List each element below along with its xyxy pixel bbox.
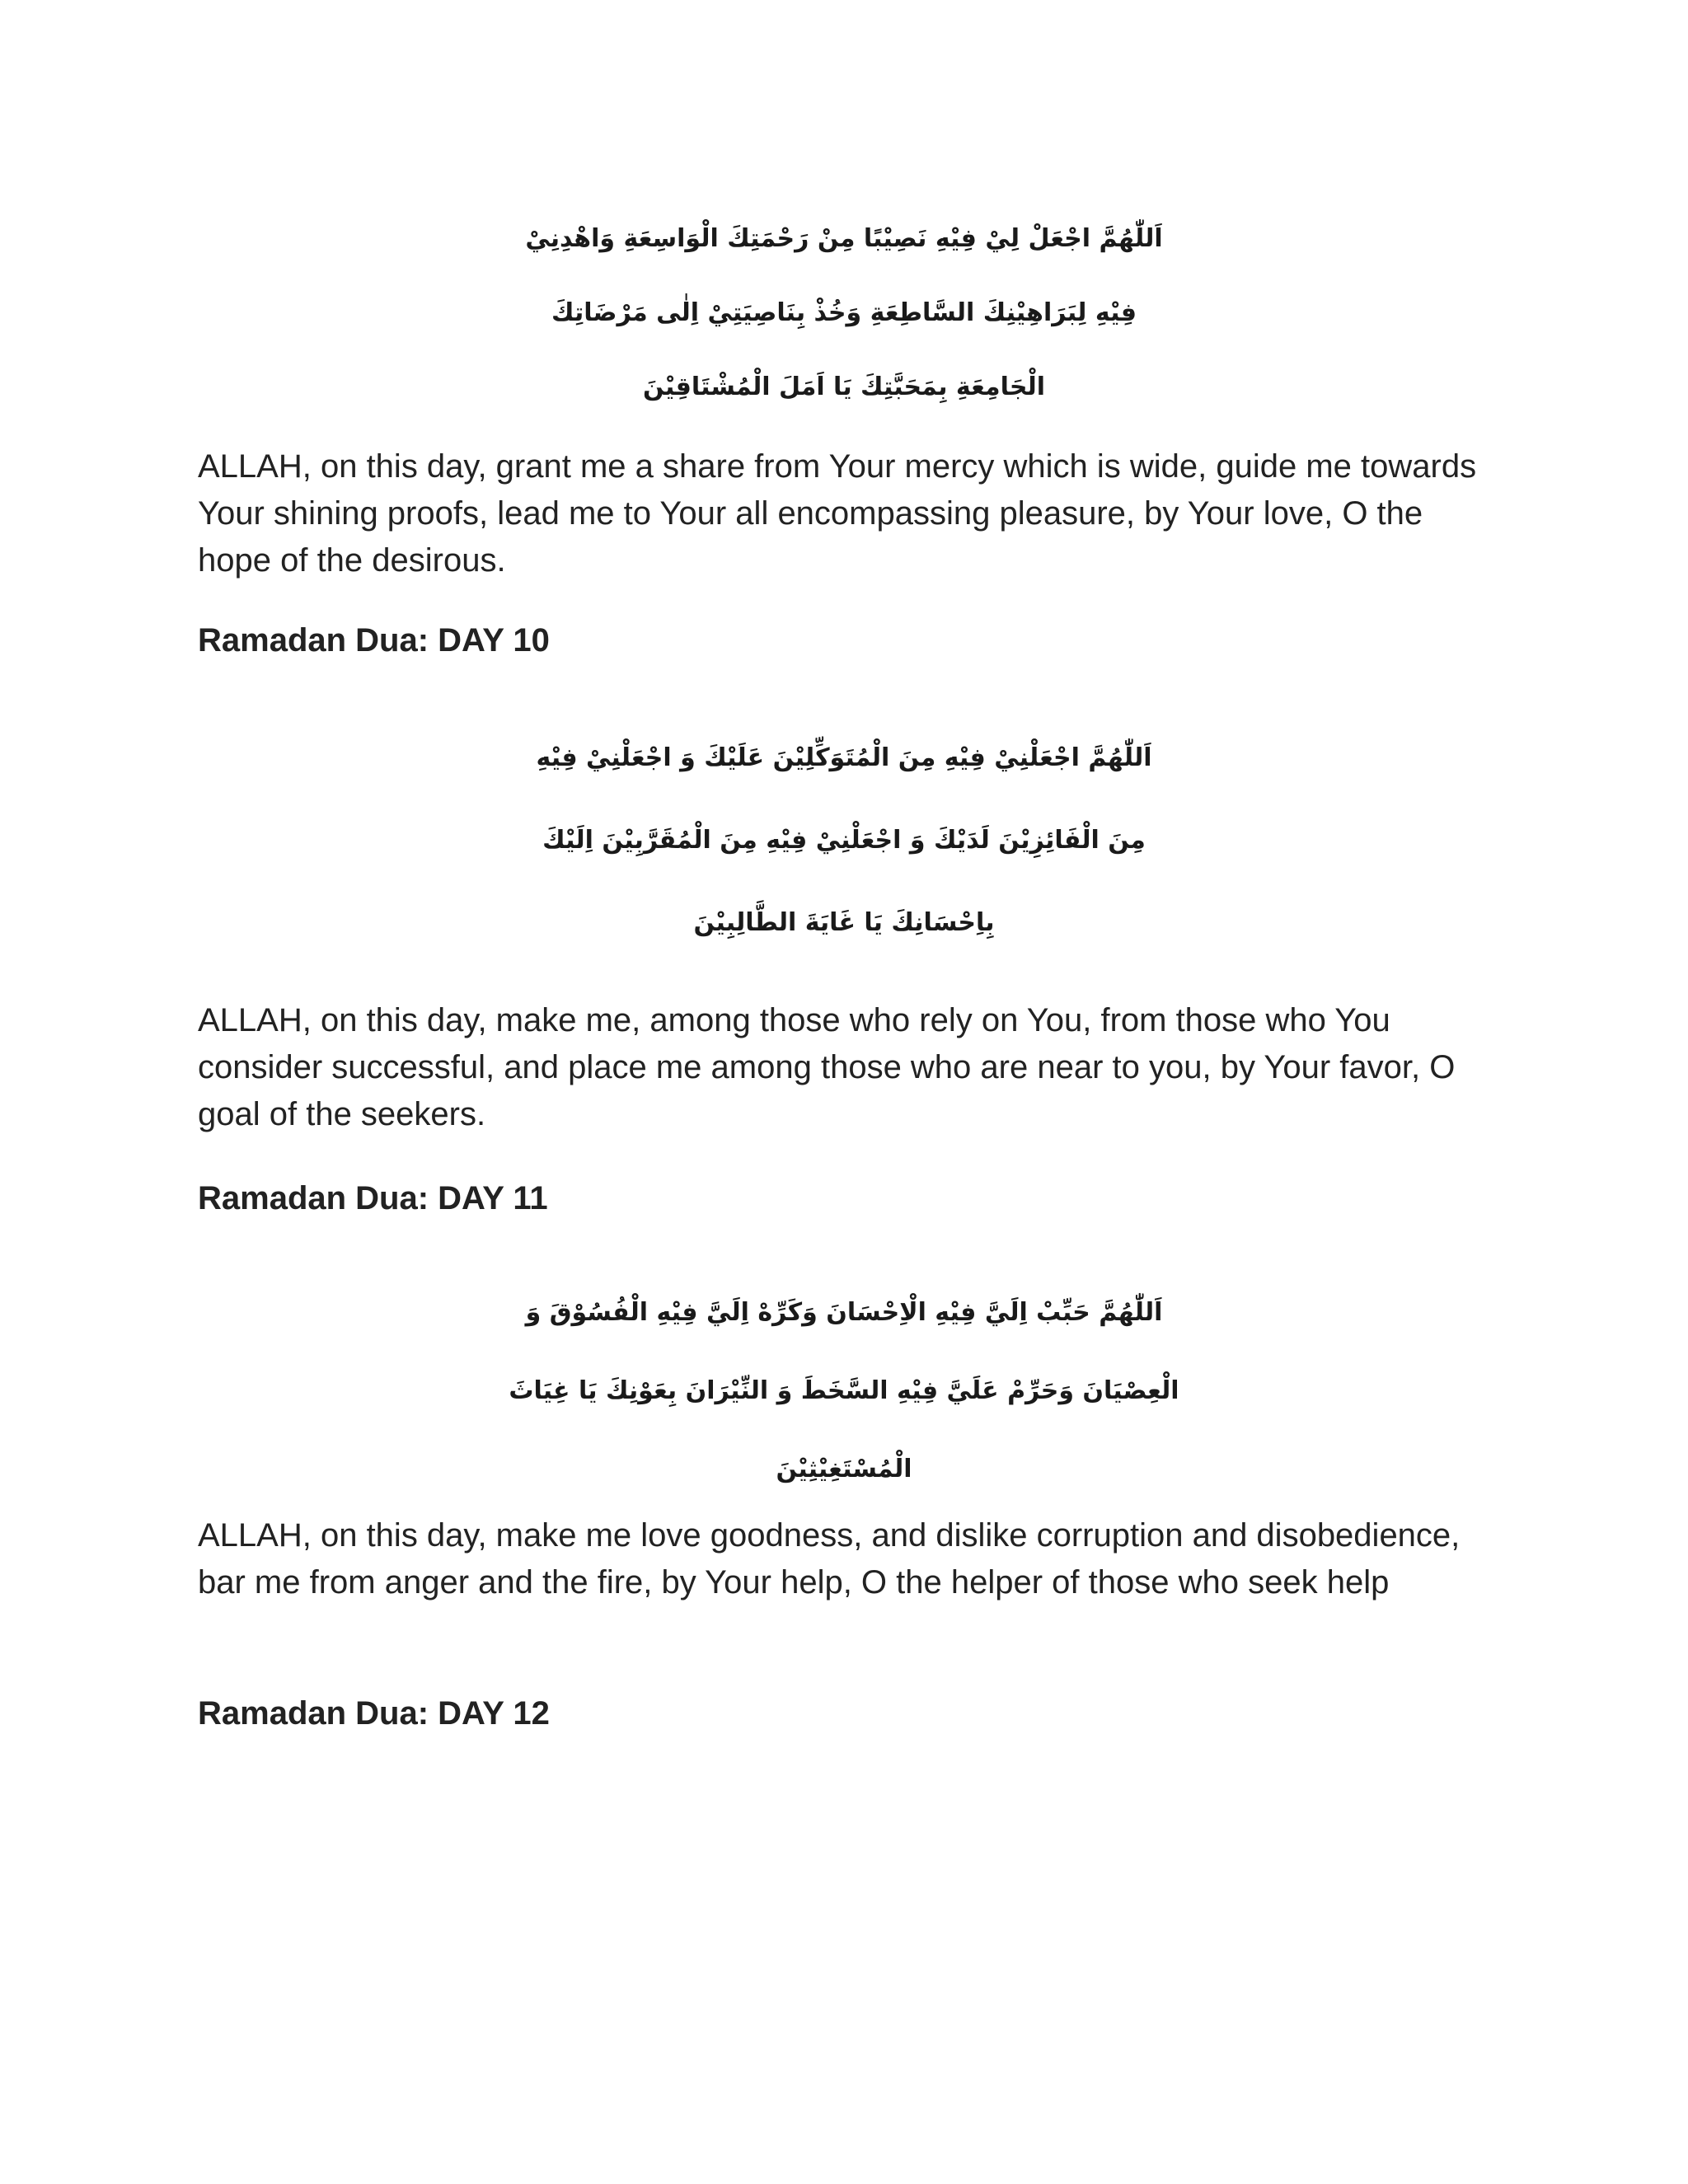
arabic-dua-image [0,202,1688,424]
dua-translation: ALLAH, on this day, make me love goodness, and dislike corruption and disobedience, bar me from anger and the fire, by Your help, O the helper of those who seek help [198,1517,1461,1601]
arabic-dua-line: اَللّٰهُمَّ اجْعَلْ لِيْ فِيْهِ نَصِيْبًا مِنْ رَحْمَتِكَ الْوَاسِعَةِ وَاهْدِنِيْ [525,224,1163,253]
dua-translation: ALLAH, on this day, make me, among those who rely on You, from those who You consider successful, and place me among those who are near to you, by Your favor, O goal of the seekers. [198,1002,1456,1132]
section-heading: Ramadan Dua: DAY 12 [198,1695,550,1732]
arabic-dua-line: الْعِصْيَانَ وَحَرِّمْ عَلَيَّ فِيْهِ السَّخَطَ وَ النِّيْرَانَ بِعَوْنِكَ يَا غِيَاثَ [509,1376,1179,1405]
dua-translation: ALLAH, on this day, grant me a share from Your mercy which is wide, guide me towards Your shining proofs, lead me to Your all encompassing pleasure, by Your love, O the hope of the desirous. [198,448,1477,579]
section-heading: Ramadan Dua: DAY 11 [198,1180,548,1216]
arabic-dua-image [0,1273,1688,1508]
arabic-dua-line: الْمُسْتَغِيْثِيْنَ [776,1455,912,1483]
arabic-dua-image [0,717,1688,964]
arabic-dua-line: اَللّٰهُمَّ اجْعَلْنِيْ فِيْهِ مِنَ الْمُتَوَكِّلِيْنَ عَلَيْكَ وَ اجْعَلْنِيْ فِيْهِ [536,743,1152,772]
arabic-dua-line: اَللّٰهُمَّ حَبِّبْ اِلَيَّ فِيْهِ الْاِحْسَانَ وَكَرِّهْ اِلَيَّ فِيْهِ الْفُسُوْقَ وَ [525,1298,1163,1327]
section-heading: Ramadan Dua: DAY 10 [198,622,550,658]
arabic-dua-line: فِيْهِ لِبَرَاهِيْنِكَ السَّاطِعَةِ وَخُذْ بِنَاصِيَتِيْ اِلٰى مَرْضَاتِكَ [551,298,1137,327]
arabic-dua-line: بِاِحْسَانِكَ يَا غَايَةَ الطَّالِبِيْنَ [693,908,995,937]
arabic-dua-line: الْجَامِعَةِ بِمَحَبَّتِكَ يَا اَمَلَ الْمُشْتَاقِيْنَ [642,373,1046,401]
arabic-dua-line: مِنَ الْفَائِزِيْنَ لَدَيْكَ وَ اجْعَلْنِيْ فِيْهِ مِنَ الْمُقَرَّبِيْنَ اِلَيْكَ [542,826,1146,855]
